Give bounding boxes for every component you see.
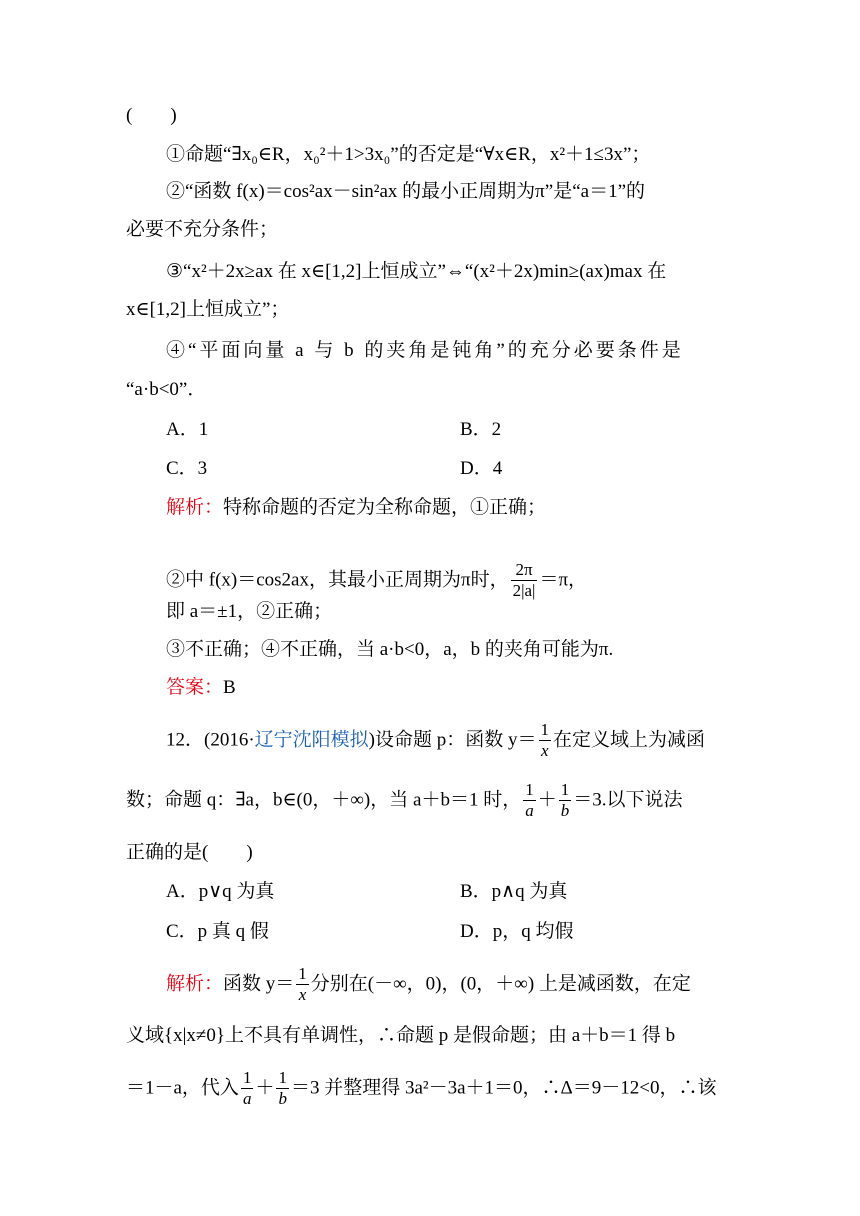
analysis-text: ＝π， bbox=[539, 569, 588, 591]
fraction-denominator: x bbox=[298, 985, 307, 1004]
fraction-denominator: b bbox=[560, 801, 570, 820]
fraction bbox=[296, 964, 309, 1005]
q12-analysis-line1 bbox=[166, 964, 691, 1005]
q11-option-b[interactable]: B．2 bbox=[460, 419, 502, 440]
fraction-denominator: a bbox=[242, 1089, 252, 1108]
fraction-denominator: 2|a| bbox=[512, 581, 536, 600]
analysis-text: 分别在(－∞，0)，(0，＋∞) 上是减函数，在定 bbox=[310, 973, 691, 995]
q12-stem-line3: 正确的是( ) bbox=[126, 842, 253, 863]
q11-item-3-line2: x∈[1,2]上恒成立”； bbox=[126, 299, 290, 320]
q12-option-c[interactable]: C．p 真 q 假 bbox=[166, 921, 269, 942]
q11-item-3-line1: ③“x²＋2x≥ax 在 x∈[1,2]上恒成立”⇔“(x²＋2x)min≥(ax)max 在 bbox=[166, 261, 667, 282]
stem-text: 数；命题 q：∃a，b∈(0，＋∞)，当 a＋b＝1 时， bbox=[126, 789, 522, 811]
q11-item-1: ①命题“∃x₀∈R，x₀²＋1>3x₀”的否定是“∀x∈R，x²＋1≤3x”； bbox=[166, 144, 651, 165]
fraction bbox=[559, 780, 572, 821]
plus-sign: ＋ bbox=[255, 1077, 275, 1099]
fraction-denominator: b bbox=[278, 1089, 287, 1108]
q11-item-2-line1: ②“函数 f(x)＝cos²ax－sin²ax 的最小正周期为π”是“a＝1”的 bbox=[166, 181, 645, 202]
q11-answer-line bbox=[166, 676, 236, 700]
fraction-denominator: x bbox=[540, 741, 549, 760]
q12-stem-line1 bbox=[166, 720, 705, 761]
stem-text: ＝3.以下说法 bbox=[573, 789, 683, 811]
q11-analysis-line3: 即 a＝±1，②正确； bbox=[166, 601, 333, 622]
answer-value: B bbox=[223, 677, 236, 698]
analysis-label: 解析： bbox=[166, 497, 224, 518]
fraction-numerator: 1 bbox=[525, 780, 534, 799]
stem-text: 在定义域上为减函 bbox=[553, 729, 706, 751]
q12-option-b[interactable]: B．p∧q 为真 bbox=[460, 881, 568, 902]
fraction bbox=[241, 1068, 254, 1109]
fraction-numerator: 1 bbox=[242, 1068, 252, 1087]
analysis-text: ＝3 并整理得 3a²－3a＋1＝0，∴Δ＝9－12<0，∴该 bbox=[290, 1077, 717, 1099]
question-number: 12．(2016· bbox=[166, 729, 255, 751]
analysis-text: ②中 f(x)＝cos2ax，其最小正周期为π时， bbox=[166, 569, 509, 591]
fraction bbox=[523, 780, 536, 821]
analysis-text: 特称命题的否定为全称命题，①正确； bbox=[223, 497, 547, 518]
q12-stem-line2 bbox=[126, 780, 682, 821]
q11-analysis-line2 bbox=[166, 560, 587, 601]
q11-analysis-line4: ③不正确；④不正确，当 a·b<0，a，b 的夹角可能为π. bbox=[166, 639, 614, 660]
fraction-numerator: 2π bbox=[511, 560, 538, 581]
analysis-label: 解析： bbox=[166, 973, 224, 995]
fraction-numerator: 1 bbox=[278, 1068, 287, 1087]
q11-analysis-line1 bbox=[166, 496, 546, 520]
q11-item-2-line2: 必要不充分条件； bbox=[126, 219, 279, 240]
fraction-numerator: 1 bbox=[298, 964, 307, 983]
fraction bbox=[511, 560, 538, 601]
q11-option-c[interactable]: C．3 bbox=[166, 458, 208, 479]
q11-answer-paren: ( ) bbox=[126, 105, 177, 126]
answer-label: 答案： bbox=[166, 677, 224, 698]
fraction-numerator: 1 bbox=[560, 780, 570, 799]
analysis-text: 函数 y＝ bbox=[223, 973, 295, 995]
q12-option-a[interactable]: A．p∨q 为真 bbox=[166, 881, 275, 902]
plus-sign: ＋ bbox=[537, 789, 557, 811]
analysis-text: ＝1－a，代入 bbox=[126, 1077, 239, 1099]
fraction bbox=[276, 1068, 289, 1109]
q12-analysis-line3 bbox=[126, 1068, 716, 1109]
q12-analysis-line2: 义域{x|x≠0}上不具有单调性，∴命题 p 是假命题；由 a＋b＝1 得 b bbox=[126, 1025, 676, 1046]
q11-option-d[interactable]: D．4 bbox=[460, 458, 503, 479]
q12-option-d[interactable]: D．p，q 均假 bbox=[460, 921, 574, 942]
fraction-numerator: 1 bbox=[540, 720, 549, 739]
fraction bbox=[539, 720, 552, 761]
q11-item-4-line2: “a·b<0”． bbox=[126, 379, 207, 400]
question-source: 辽宁沈阳模拟 bbox=[254, 729, 369, 751]
stem-text: )设命题 p：函数 y＝ bbox=[368, 729, 537, 751]
q11-option-a[interactable]: A．1 bbox=[166, 419, 209, 440]
fraction-denominator: a bbox=[525, 801, 534, 820]
q11-item-4-line1: ④“平面向量 a 与 b 的夹角是钝角”的充分必要条件是 bbox=[166, 340, 684, 361]
